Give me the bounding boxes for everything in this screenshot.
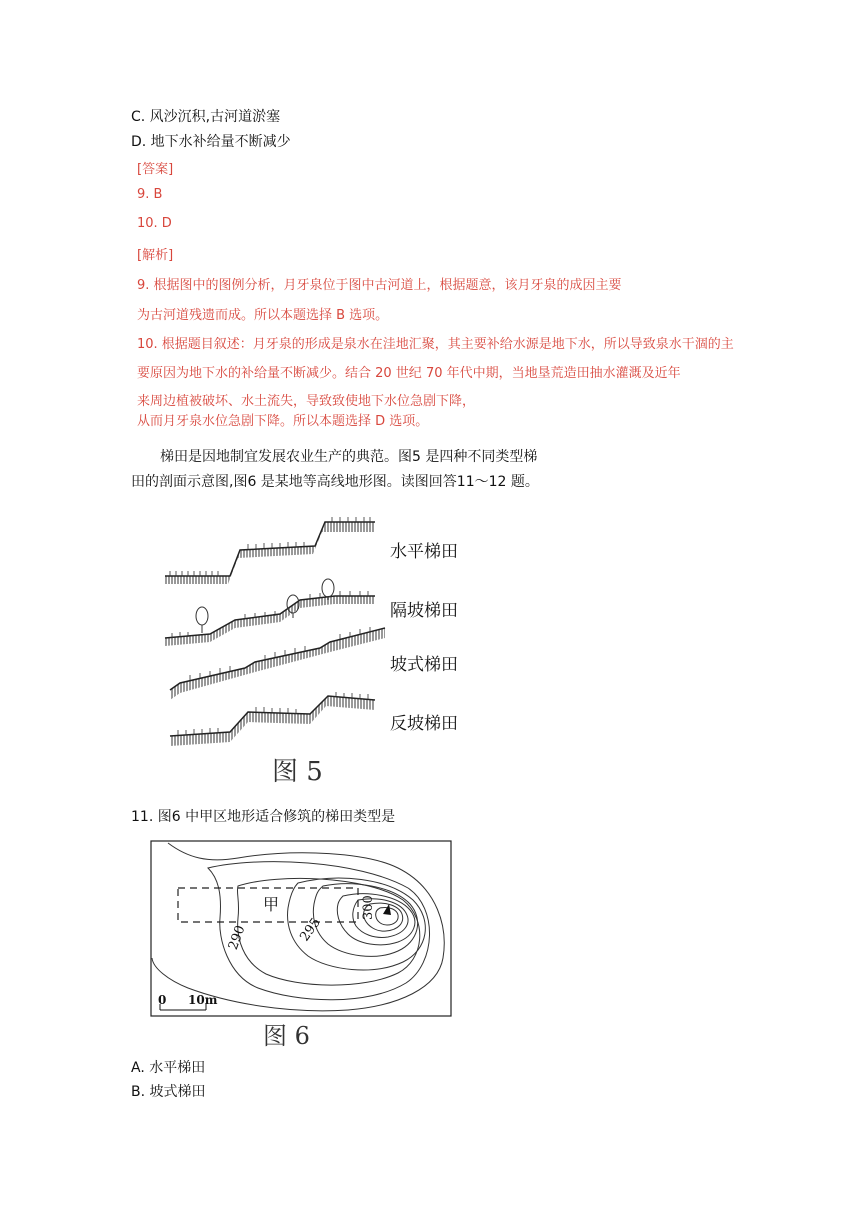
figure-6: [148, 838, 458, 1053]
option-a: A. 水平梯田: [131, 1060, 206, 1076]
figure-5: [150, 500, 480, 790]
figure-5-label-level: 水平梯田: [390, 542, 458, 562]
level-terrace-profile: [165, 517, 375, 584]
explanation-9-line-1: 9. 根据图中的图例分析，月牙泉位于图中古河道上，根据题意，该月牙泉的成因主要: [137, 278, 622, 293]
figure-5-caption: 图 5: [272, 757, 323, 787]
intro-line-2: 田的剖面示意图,图6 是某地等高线地形图。读图回答11～12 题。: [131, 474, 539, 490]
option-b: B. 坡式梯田: [131, 1084, 206, 1100]
contour-label-295: 295: [297, 915, 324, 945]
jia-label: 甲: [263, 895, 280, 914]
scale-zero: 0: [158, 993, 167, 1007]
question-11: 11. 图6 中甲区地形适合修筑的梯田类型是: [131, 809, 396, 825]
contour-label-290: 290: [225, 923, 249, 952]
scale-label: 10m: [188, 993, 218, 1007]
reverse-slope-terrace-profile: [170, 692, 375, 746]
answer-9: 9. B: [137, 187, 163, 202]
explanation-10-line-3: 来周边植被破坏、水土流失，导致致使地下水位急剧下降，: [137, 394, 476, 409]
slope-separated-terrace-profile: [165, 579, 375, 646]
explanation-10-line-2: 要原因为地下水的补给量不断减少。结合 20 世纪 70 年代中期，当地垦荒造田抽水灌溉及近年: [137, 366, 681, 381]
explanation-9-line-2: 为古河道残遗而成。所以本题选择 B 选项。: [137, 308, 389, 323]
answer-tag: [答案]: [137, 162, 174, 177]
option-c: C. 风沙沉积,古河道淤塞: [131, 109, 281, 125]
figure-6-caption: 图 6: [263, 1022, 310, 1050]
intro-line-1: 梯田是因地制宜发展农业生产的典范。图5 是四种不同类型梯: [160, 449, 538, 465]
map-frame: [151, 841, 451, 1016]
contour-label-300: 300: [361, 895, 376, 920]
figure-5-label-reverse-slope: 反坡梯田: [390, 714, 458, 734]
figure-5-label-sloping: 坡式梯田: [390, 655, 458, 675]
explanation-10-line-4: 从而月牙泉水位急剧下降。所以本题选择 D 选项。: [137, 414, 429, 429]
analysis-tag: [解析]: [137, 248, 174, 263]
answer-10: 10. D: [137, 216, 172, 231]
explanation-10-line-1: 10. 根据题目叙述：月牙泉的形成是泉水在洼地汇聚，其主要补给水源是地下水，所以导致泉水干涸的主: [137, 337, 734, 352]
option-d: D. 地下水补给量不断减少: [131, 134, 291, 150]
figure-5-label-slope-separated: 隔坡梯田: [390, 601, 458, 621]
